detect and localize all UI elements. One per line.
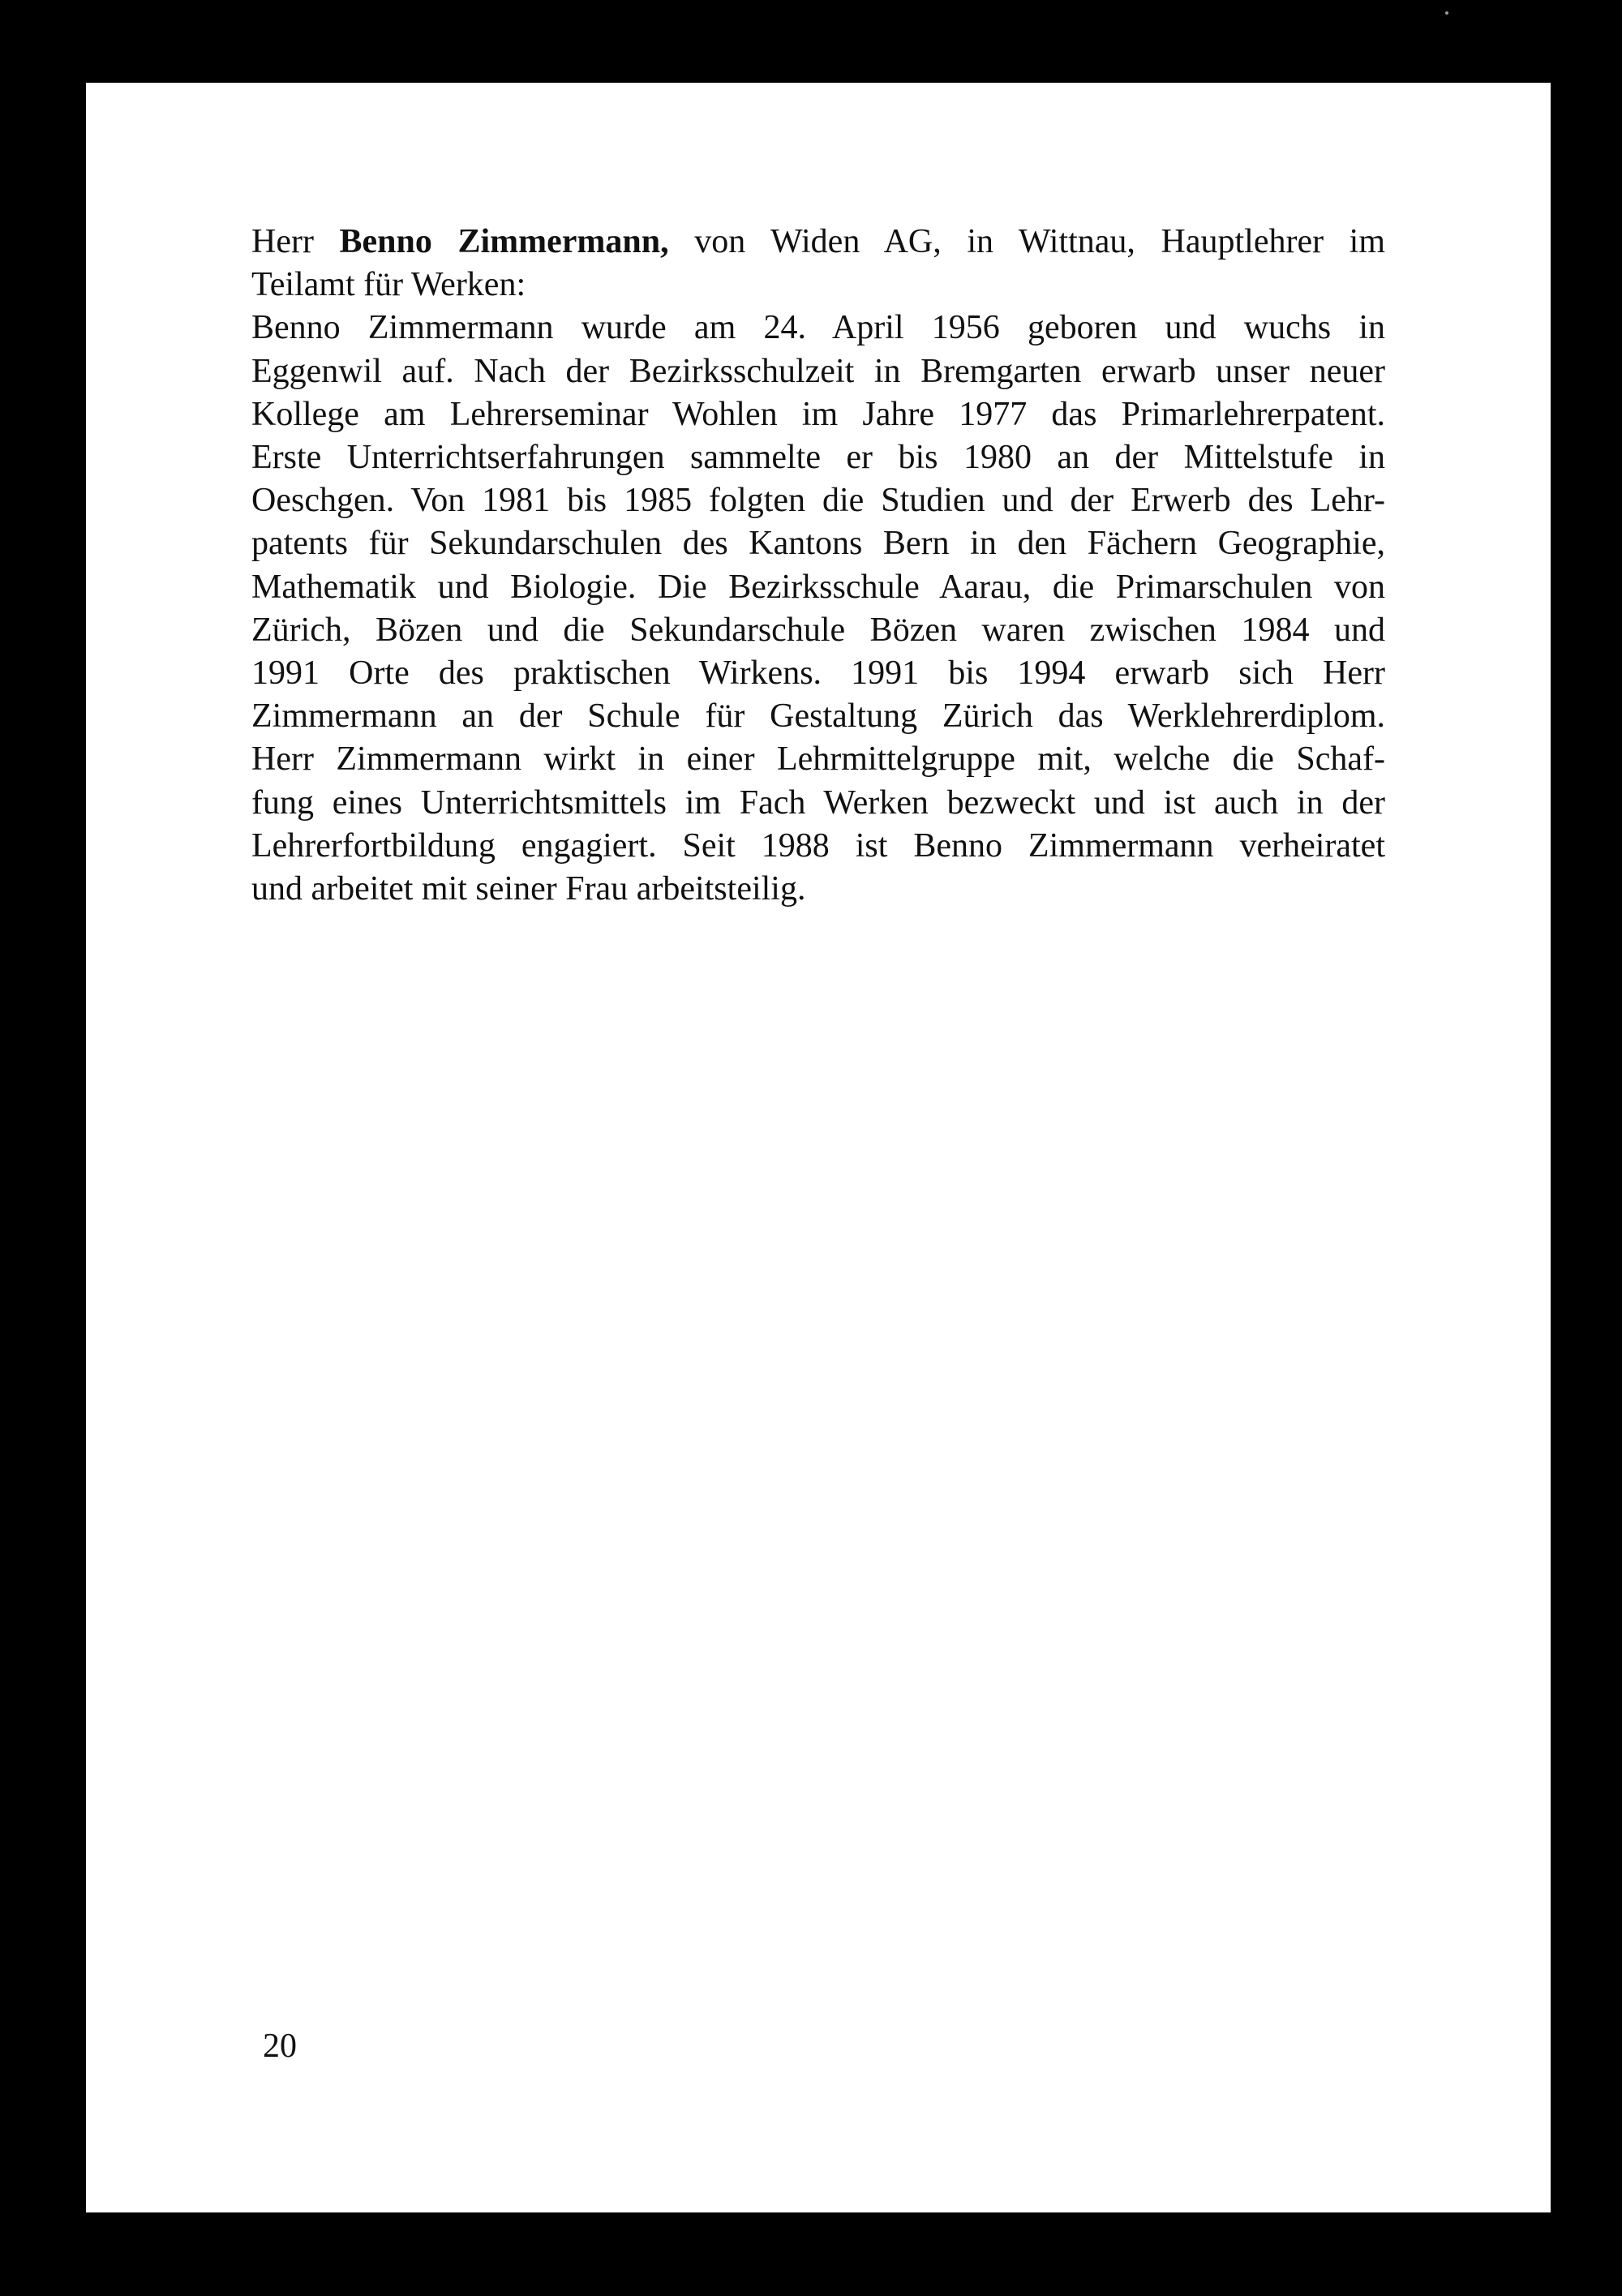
text-line: Kollege am Lehrerseminar Wohlen im Jahre 1977 das Primarlehrerpatent. — [251, 395, 1385, 433]
text-line: Zürich, Bözen und die Sekundarschule Bözen waren zwischen 1984 und — [251, 611, 1385, 649]
heading-line — [251, 221, 1385, 264]
text-line: 1991 Orte des praktischen Wirkens. 1991 bis 1994 erwarb sich Herr — [251, 654, 1385, 693]
page-number: 20 — [263, 2028, 297, 2065]
text-line: Benno Zimmermann wurde am 24. April 1956 geboren und wuchs in — [251, 309, 1385, 347]
text-line: Eggenwil auf. Nach der Bezirksschulzeit in Bremgarten erwarb unser neuer — [251, 352, 1385, 390]
biography-paragraph — [251, 221, 1385, 911]
text-line: Teilamt für Werken: — [251, 266, 526, 304]
text-line: Oeschgen. Von 1981 bis 1985 folgten die Studien und der Erwerb des Lehr- — [251, 482, 1385, 520]
text-line: patents für Sekundarschulen des Kantons Bern in den Fächern Geographie, — [251, 525, 1385, 563]
text-line: und arbeitet mit seiner Frau arbeitsteilig. — [251, 870, 806, 908]
heading-rest: von Widen AG, in Wittnau, Hauptlehrer im — [668, 223, 1386, 260]
text-line: fung eines Unterrichtsmittels im Fach Werken bezweckt und ist auch in der — [251, 783, 1385, 822]
text-line: Zimmermann an der Schule für Gestaltung Zürich das Werklehrerdiplom. — [251, 697, 1385, 736]
document-page — [86, 83, 1551, 2212]
text-line: Erste Unterrichtserfahrungen sammelte er bis 1980 an der Mittelstufe in — [251, 439, 1385, 477]
text-line: Mathematik und Biologie. Die Bezirksschule Aarau, die Primarschulen von — [251, 568, 1385, 606]
text-line: Herr Zimmermann wirkt in einer Lehrmittelgruppe mit, welche die Schaf- — [251, 740, 1385, 779]
text-line: Lehrerfortbildung engagiert. Seit 1988 ist Benno Zimmermann verheiratet — [251, 826, 1385, 865]
person-name: Benno Zimmermann, — [339, 223, 669, 260]
scan-speck — [1445, 11, 1448, 15]
heading-prefix: Herr — [251, 223, 340, 260]
